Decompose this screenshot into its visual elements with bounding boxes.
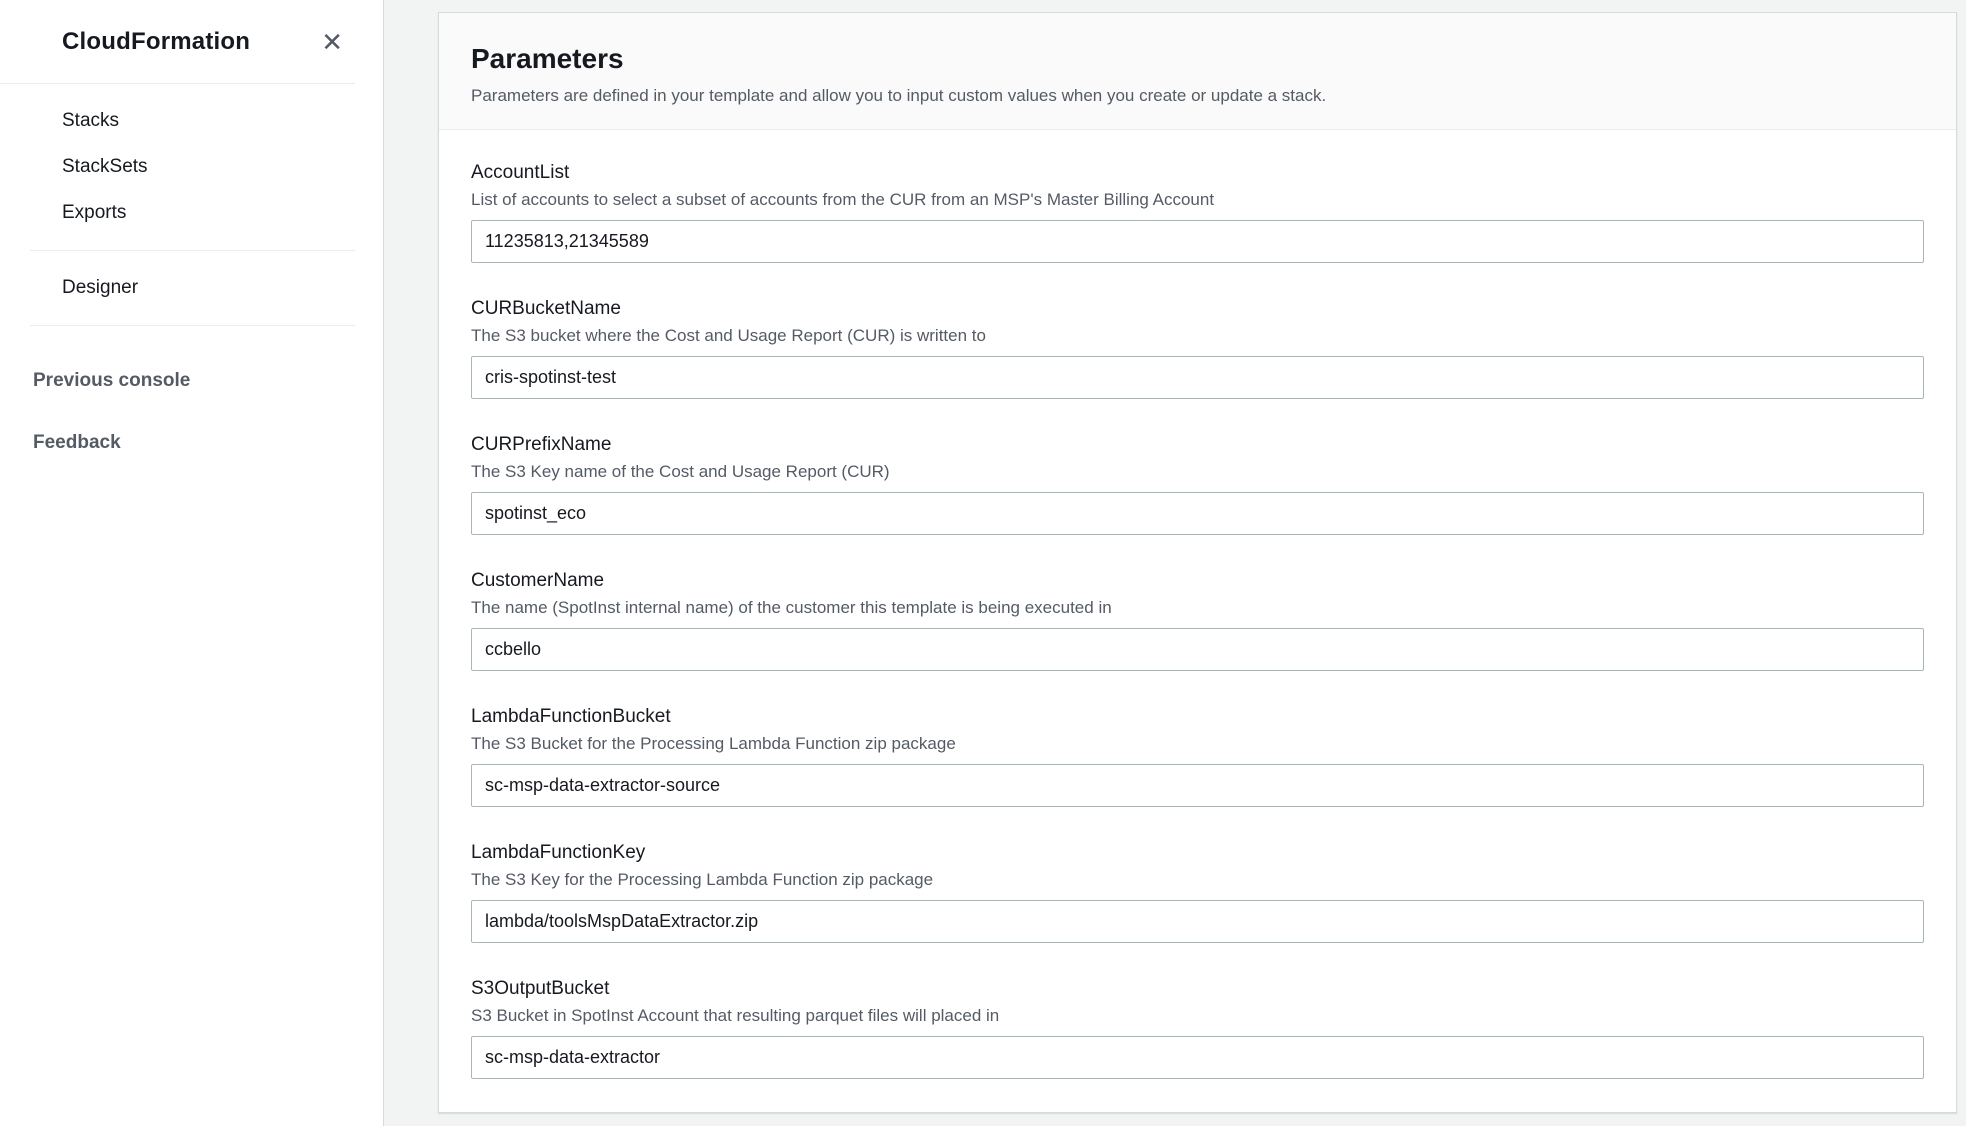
parameter-label: S3OutputBucket: [471, 978, 610, 999]
cloudformation-sidebar: [0, 0, 384, 1126]
parameter-description: The S3 Bucket for the Processing Lambda Function zip package: [471, 734, 956, 753]
sidebar-item-designer[interactable]: Designer: [62, 277, 139, 298]
parameter-field: [471, 161, 1924, 263]
parameters-list: [439, 130, 1956, 1112]
sidebar-item-stacksets[interactable]: StackSets: [62, 156, 148, 177]
parameter-field: [471, 841, 1924, 943]
sidebar-item-stacks[interactable]: Stacks: [62, 110, 120, 131]
sidebar-item-previous-console[interactable]: Previous console: [33, 370, 191, 391]
parameter-description: The S3 bucket where the Cost and Usage Report (CUR) is written to: [471, 326, 986, 345]
sidebar-item-feedback[interactable]: Feedback: [33, 432, 121, 453]
sidebar-header: [0, 0, 355, 84]
parameter-label: LambdaFunctionBucket: [471, 706, 671, 727]
sidebar-nav-primary: [0, 84, 383, 250]
parameter-field: [471, 297, 1924, 399]
parameter-field: [471, 569, 1924, 671]
parameter-input[interactable]: [471, 220, 1924, 263]
parameter-input[interactable]: [471, 492, 1924, 535]
parameter-label: CustomerName: [471, 570, 605, 591]
parameter-input[interactable]: [471, 764, 1924, 807]
parameters-card: [438, 12, 1957, 1113]
sidebar-item-exports[interactable]: Exports: [62, 202, 127, 223]
close-icon: ✕: [321, 26, 343, 57]
sidebar-footer: [0, 326, 383, 466]
parameter-field: [471, 433, 1924, 535]
parameters-card-header: [439, 13, 1956, 130]
parameter-description: List of accounts to select a subset of accounts from the CUR from an MSP's Master Billing Account: [471, 190, 1215, 209]
parameter-description: The S3 Key name of the Cost and Usage Report (CUR): [471, 462, 890, 481]
sidebar-nav-secondary: [0, 251, 383, 325]
parameter-label: CURPrefixName: [471, 434, 612, 455]
page-title: Parameters: [471, 43, 624, 74]
parameter-label: LambdaFunctionKey: [471, 842, 646, 863]
close-sidebar-button[interactable]: [317, 26, 347, 57]
parameter-input[interactable]: [471, 356, 1924, 399]
parameter-input[interactable]: [471, 628, 1924, 671]
parameter-label: CURBucketName: [471, 298, 621, 319]
sidebar-title: CloudFormation: [62, 27, 251, 55]
parameter-label: AccountList: [471, 162, 570, 183]
parameter-field: [471, 705, 1924, 807]
parameter-input[interactable]: [471, 900, 1924, 943]
parameter-description: The name (SpotInst internal name) of the customer this template is being executed in: [471, 598, 1112, 617]
parameter-description: The S3 Key for the Processing Lambda Function zip package: [471, 870, 934, 889]
parameter-input[interactable]: [471, 1036, 1924, 1079]
main-content: [385, 0, 1966, 1126]
parameter-field: [471, 977, 1924, 1079]
page-description: Parameters are defined in your template and allow you to input custom values when you create or update a stack.: [471, 86, 1327, 105]
parameter-description: S3 Bucket in SpotInst Account that resulting parquet files will placed in: [471, 1006, 1000, 1025]
